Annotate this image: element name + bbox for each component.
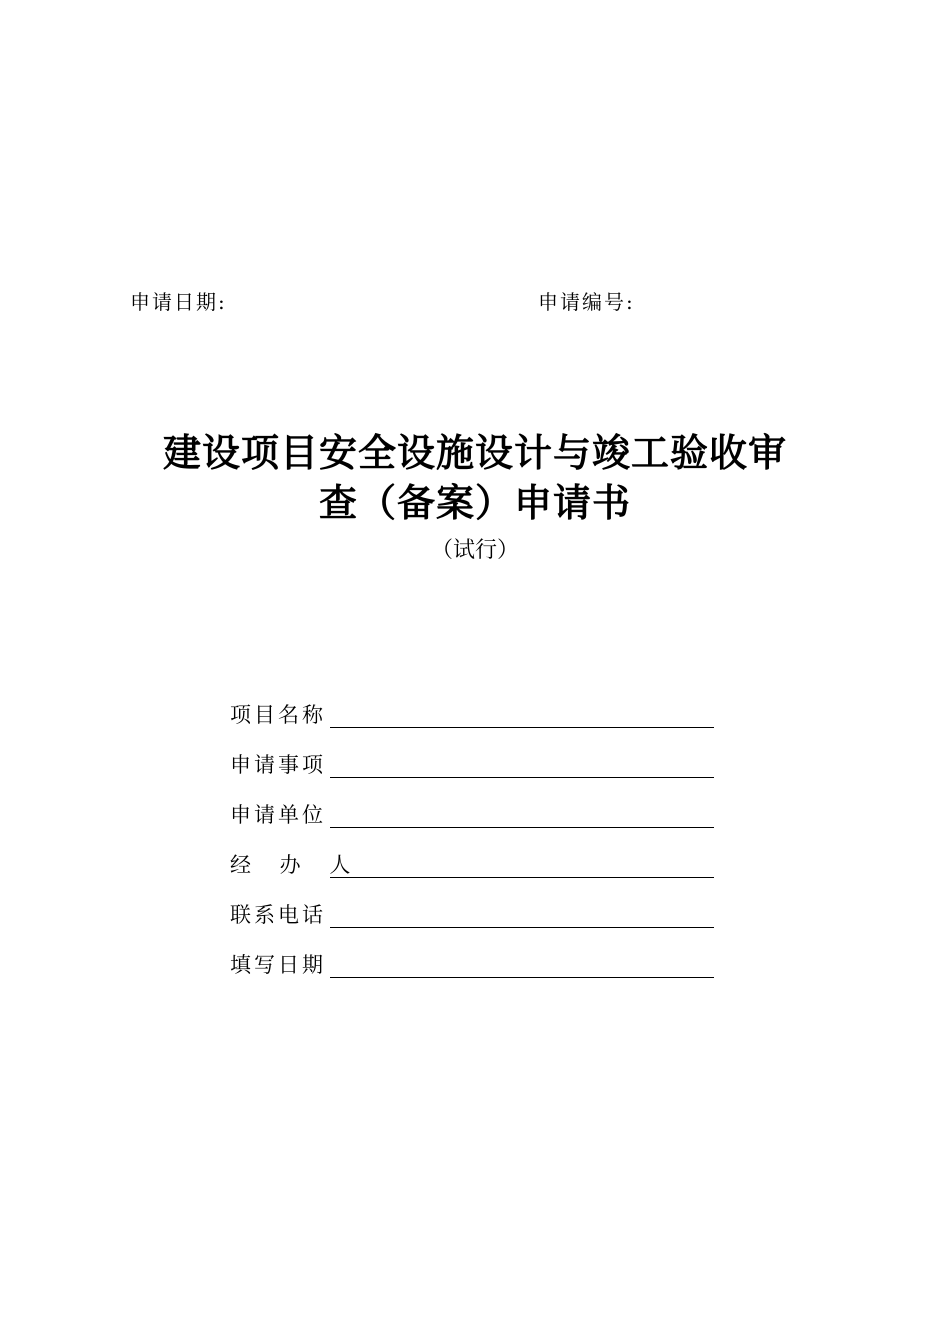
form-row-application-matter — [230, 730, 730, 780]
applicant-unit-field[interactable] — [330, 801, 714, 828]
fill-date-field[interactable] — [330, 951, 714, 978]
handler-label: 经 办 人 — [230, 853, 362, 877]
document-title-line-1: 建设项目安全设施设计与竣工验收审 — [162, 431, 787, 475]
form-row-applicant-unit — [230, 780, 730, 830]
application-number-label: 申请编号: — [538, 290, 635, 314]
form-row-fill-date — [230, 930, 730, 980]
application-matter-field[interactable] — [330, 751, 714, 778]
form-row-project-name — [230, 680, 730, 730]
applicant-unit-label: 申请单位 — [230, 803, 326, 827]
project-name-field[interactable] — [330, 701, 714, 728]
document-subtitle: （试行） — [430, 538, 519, 563]
contact-phone-label: 联系电话 — [230, 903, 326, 927]
form-row-contact-phone — [230, 880, 730, 930]
form-row-handler — [230, 830, 730, 880]
handler-field[interactable] — [330, 851, 714, 878]
project-name-label: 项目名称 — [230, 703, 326, 727]
document-title-line-2: 查（备案）申请书 — [318, 481, 631, 525]
application-date-label: 申请日期: — [130, 290, 227, 314]
application-matter-label: 申请事项 — [230, 753, 326, 777]
fill-date-label: 填写日期 — [230, 953, 326, 977]
contact-phone-field[interactable] — [330, 901, 714, 928]
cover-form — [230, 680, 730, 980]
